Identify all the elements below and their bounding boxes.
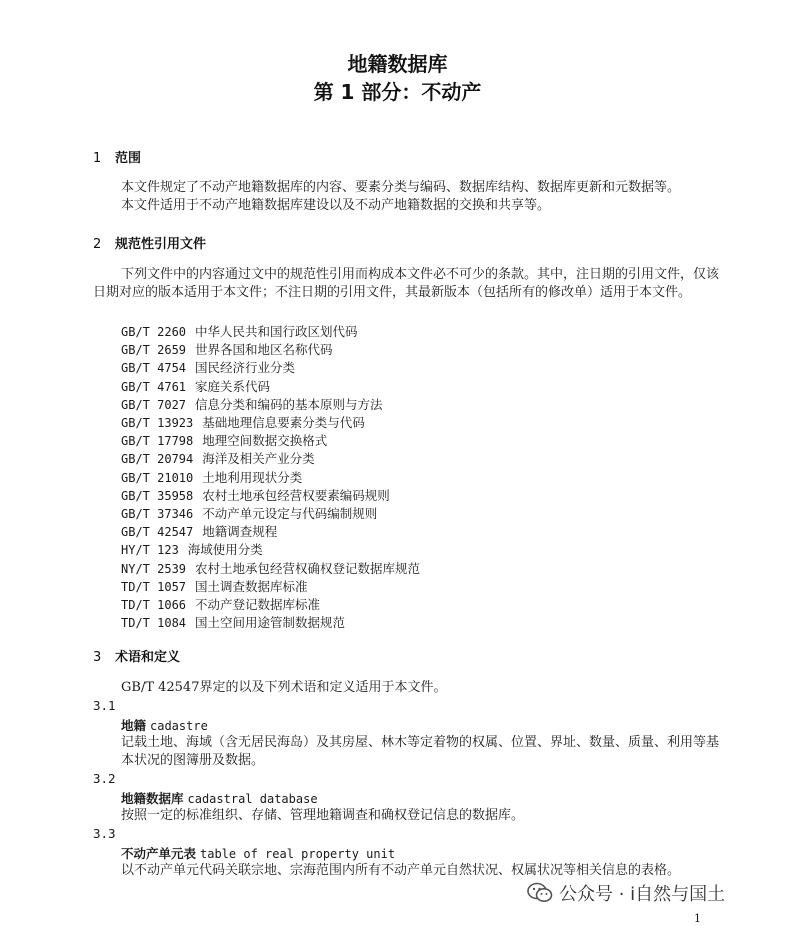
reference-item xyxy=(121,541,263,559)
reference-title: 世界各国和地区名称代码 xyxy=(195,342,333,358)
reference-item xyxy=(121,614,345,632)
reference-item xyxy=(121,341,333,359)
reference-title: 国土调查数据库标准 xyxy=(195,578,308,594)
reference-title: 土地利用现状分类 xyxy=(202,469,303,485)
term-english: cadastre xyxy=(150,719,208,733)
reference-code: TD/T 1084 xyxy=(121,616,187,631)
reference-title: 家庭关系代码 xyxy=(195,378,271,394)
reference-item xyxy=(121,323,358,341)
term-entry xyxy=(121,716,208,734)
document-subtitle: 第 1 部分：不动产 xyxy=(313,80,482,104)
reference-code: GB/T 2659 xyxy=(121,343,187,358)
clause-number: 3.3 xyxy=(93,826,116,841)
reference-item xyxy=(121,487,390,505)
reference-item xyxy=(121,469,302,487)
watermark xyxy=(527,878,725,908)
reference-code: GB/T 4761 xyxy=(121,379,187,394)
term-chinese: 地籍 xyxy=(121,718,147,733)
reference-item xyxy=(121,396,383,414)
reference-item xyxy=(121,359,295,377)
reference-code: GB/T 20794 xyxy=(121,452,194,467)
reference-title: 不动产登记数据库标准 xyxy=(195,597,321,612)
reference-code: TD/T 1057 xyxy=(121,579,187,594)
reference-item xyxy=(121,432,327,450)
reference-title: 海洋及相关产业分类 xyxy=(202,451,315,467)
scope-paragraph-2: 本文件适用于不动产地籍数据库建设以及不动产地籍数据的交换和共享等。 xyxy=(121,198,551,213)
reference-item xyxy=(121,596,320,614)
reference-item xyxy=(121,450,315,468)
section-2-heading xyxy=(93,233,206,252)
reference-item xyxy=(121,523,277,541)
term-english: table of real property unit xyxy=(200,847,396,861)
term-chinese: 地籍数据库 xyxy=(121,791,184,806)
reference-code: HY/T 123 xyxy=(121,543,179,558)
reference-title: 中华人民共和国行政区划代码 xyxy=(195,324,358,339)
section-title: 术语和定义 xyxy=(115,650,181,665)
reference-code: GB/T 4754 xyxy=(121,361,187,376)
terms-intro: GB/T 42547界定的以及下列术语和定义适用于本文件。 xyxy=(121,680,447,695)
reference-title: 海域使用分类 xyxy=(187,542,263,558)
page-number: 1 xyxy=(694,912,701,925)
reference-item xyxy=(121,578,308,596)
reference-title: 农村土地承包经营权要素编码规则 xyxy=(202,487,390,503)
reference-code: GB/T 17798 xyxy=(121,434,194,449)
reference-title: 基础地理信息要素分类与代码 xyxy=(202,415,365,430)
term-definition: 记载土地、海域（含无居民海岛）及其房屋、林木等定着物的权属、位置、界址、数量、质量、利用等基本状况的图簿册及数据。 xyxy=(121,735,720,768)
scope-paragraph-1: 本文件规定了不动产地籍数据库的内容、要素分类与编码、数据库结构、数据库更新和元数据等。 xyxy=(121,180,681,195)
reference-code: GB/T 21010 xyxy=(121,470,194,485)
reference-item xyxy=(121,414,365,432)
reference-code: GB/T 42547 xyxy=(121,525,194,540)
reference-code: GB/T 2260 xyxy=(121,325,187,339)
reference-item xyxy=(121,505,377,523)
reference-title: 地籍调查规程 xyxy=(202,524,278,540)
reference-code: TD/T 1066 xyxy=(121,598,187,612)
reference-title: 农村土地承包经营权确权登记数据库规范 xyxy=(195,560,421,576)
reference-item xyxy=(121,560,420,578)
section-number: 3 xyxy=(93,650,102,665)
reference-title: 不动产单元设定与代码编制规则 xyxy=(202,506,378,521)
section-number: 2 xyxy=(93,237,102,252)
section-3-heading xyxy=(93,646,180,665)
reference-title: 国民经济行业分类 xyxy=(195,360,296,376)
clause-number: 3.2 xyxy=(93,771,116,786)
reference-title: 国土空间用途管制数据规范 xyxy=(195,615,346,631)
reference-code: GB/T 35958 xyxy=(121,488,194,503)
section-number: 1 xyxy=(93,151,102,166)
section-title: 范围 xyxy=(115,151,142,166)
reference-code: GB/T 37346 xyxy=(121,507,194,521)
section-title: 规范性引用文件 xyxy=(115,237,207,252)
clause-number: 3.1 xyxy=(93,698,116,713)
document-title: 地籍数据库 xyxy=(347,52,448,76)
term-english: cadastral database xyxy=(187,792,318,806)
wechat-icon xyxy=(527,882,553,904)
term-definition: 按照一定的标准组织、存储、管理地籍调查和确权登记信息的数据库。 xyxy=(121,808,525,823)
term-entry xyxy=(121,789,318,807)
reference-title: 信息分类和编码的基本原则与方法 xyxy=(195,396,383,412)
watermark-text: 公众号 · i自然与国土 xyxy=(559,884,726,905)
reference-item xyxy=(121,378,270,396)
reference-code: GB/T 13923 xyxy=(121,416,194,430)
references-intro: 下列文件中的内容通过文中的规范性引用而构成本文件必不可少的条款。其中，注日期的引用文件，仅该日期对应的版本适用于本文件；不注日期的引用文件，其最新版本（包括所有的修改单）适用于本文件。 xyxy=(93,267,720,300)
term-chinese: 不动产单元表 xyxy=(121,846,197,861)
reference-title: 地理空间数据交换格式 xyxy=(202,433,328,449)
term-entry xyxy=(121,844,395,862)
term-definition: 以不动产单元代码关联宗地、宗海范围内所有不动产单元自然状况、权属状况等相关信息的表格。 xyxy=(121,863,681,878)
reference-code: GB/T 7027 xyxy=(121,397,187,412)
section-1-heading xyxy=(93,147,141,166)
reference-code: NY/T 2539 xyxy=(121,561,187,576)
